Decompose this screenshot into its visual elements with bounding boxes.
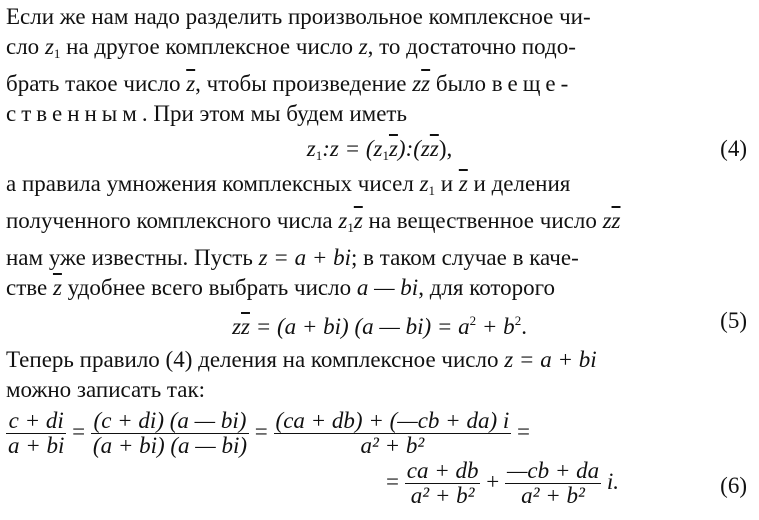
math-z: z (44, 34, 54, 59)
fraction: $\frac{(c + di) (a — bi)}{(a + bi) (a — bi)}$ (92, 408, 248, 459)
text: было (430, 71, 492, 96)
text: , чтобы произведение (195, 71, 413, 96)
emph-text: веще- (491, 71, 574, 96)
fraction: $\frac{(ca + db) + (—cb + da) i}{\text{a² + b²}}$ (275, 408, 510, 459)
text: полученного комплексного числа (6, 208, 339, 233)
text: на другое комплексное число (60, 34, 359, 59)
emph-text: ственным (6, 101, 142, 126)
equation-6-line1: $\frac{c + di}{a + bi}$ = $\frac{(c + di) (a — bi)}{(a + bi) (a — bi)}$ = $\frac{(ca + db) + (—cb + da) i}{\text{a² + b²}}$ = (8, 408, 530, 459)
text: сло (6, 34, 45, 59)
text: Теперь правило (4) деления на комплексное число (6, 347, 505, 372)
text: , то достаточно подо- (367, 34, 576, 59)
text: Если же нам надо разделить произвольное комплексное чи- (6, 4, 591, 29)
paragraph-2: а правила умножения комплексных чисел $z_1$ и $\overline{z}$ и деления полученного комплексного числа $z_1\overline{z}$ на вещественное число $z\overline{z}$ нам уже известны. Пусть z = a + bi; в таком случае в каче- стве $\overline{z}$ удобнее всего выбрать число a — bi, для которого (6, 171, 621, 300)
math-zbar: $\overline{z}$ (186, 71, 196, 96)
fraction: $\frac{ca + db}{\text{a² + b²}}$ (406, 458, 479, 508)
equation-6-line2: = $\frac{ca + db}{\text{a² + b²}}$ + $\frac{—cb + da}{\text{a² + b²}}$ i. (6) (386, 458, 747, 508)
text: стве (6, 275, 53, 300)
equation-number: (6) (720, 473, 747, 498)
equation-number: (4) (720, 136, 747, 161)
equation-5: $z\overline{z} = (a + bi)$ (a — $bi) = a^2 + b^2$. (5) (6, 303, 753, 339)
paragraph-1: Если же нам надо разделить произвольное комплексное чи- сло $z_1$ на другое комплексное число z, то достаточно подо- брать такое число $\overline{z}$, чтобы произведение $z\overline{z}$ было веще- ственным. При этом мы будем иметь (6, 4, 591, 126)
math-zbar: $\overline{z}$ (421, 71, 431, 96)
equation-number: (5) (720, 308, 747, 333)
text: нам уже известны. Пусть (6, 245, 259, 270)
fraction: $\frac{c + di}{a + bi}$ (8, 408, 65, 459)
text: . При этом мы будем иметь (141, 101, 407, 126)
text: брать такое число (6, 71, 187, 96)
equation-4: $z_1:z$ = $(z_1\overline{z}):(z\overline{z})$, (4) (6, 129, 753, 169)
text: а правила умножения комплексных чисел (6, 171, 420, 196)
math-z: z (358, 34, 368, 59)
fraction: $\frac{—cb + da}{\text{a² + b²}}$ (506, 458, 600, 508)
math-z: z (412, 71, 422, 96)
text: можно записать так: (6, 377, 206, 402)
paragraph-3: Теперь правило (4) деления на комплексное число z = a + bi можно записать так: (6, 347, 597, 402)
